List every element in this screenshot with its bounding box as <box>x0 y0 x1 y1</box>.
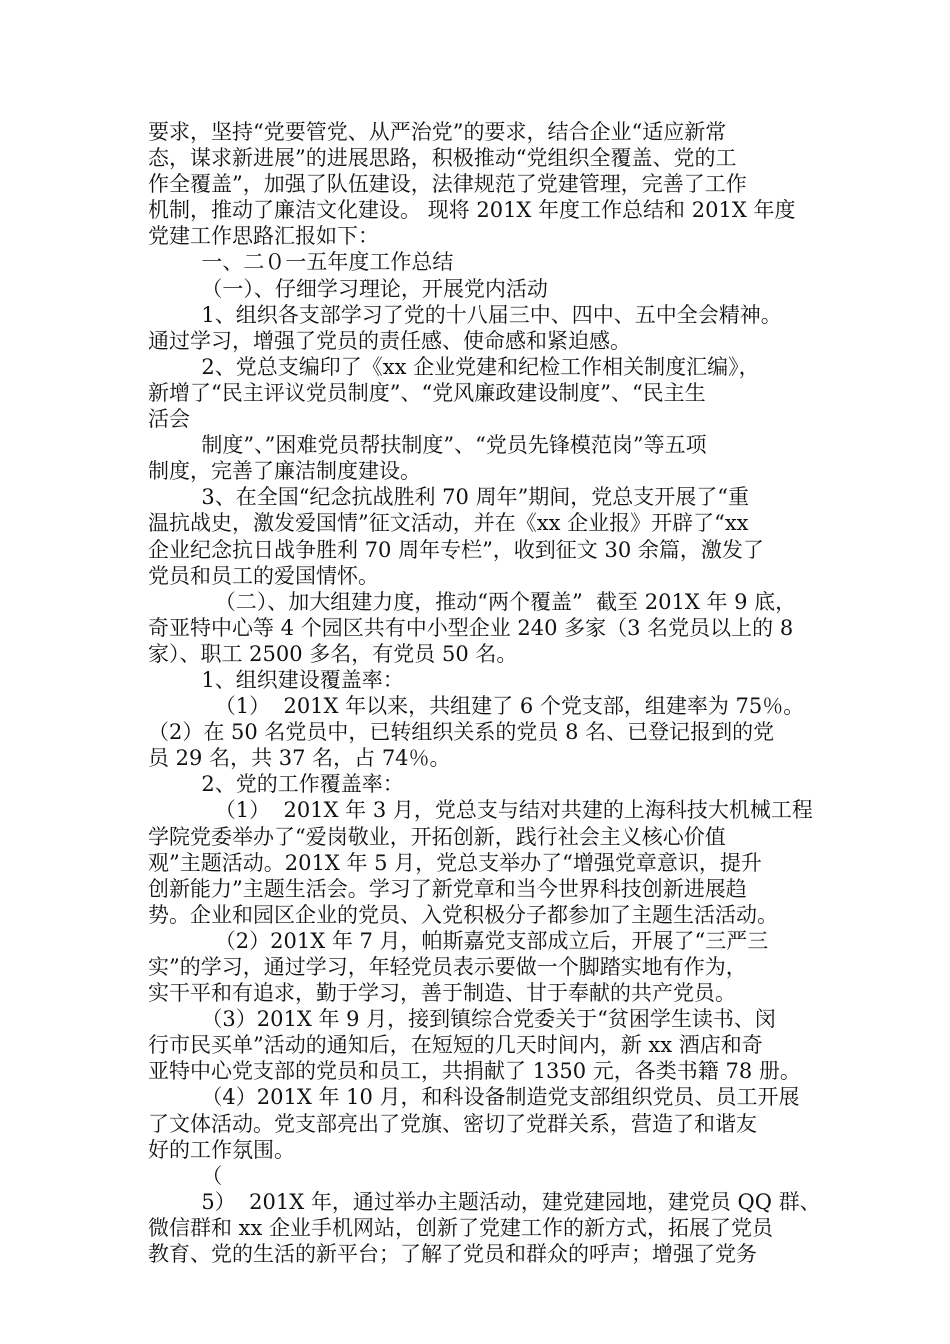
text-line: 员 29 名，共 37 名，占 74％。 <box>148 746 451 771</box>
text-line: 作全覆盖”，加强了队伍建设，法律规范了党建管理，完善了工作 <box>148 172 747 197</box>
text-line: 5） 201X 年，通过举办主题活动，建党建园地，建党员 QQ 群、 <box>148 1189 821 1214</box>
text-line: 好的工作氛围。 <box>148 1137 295 1162</box>
text-line: 党建工作思路汇报如下： <box>148 224 379 249</box>
text-line: 1、组织各支部学习了党的十八届三中、四中、五中全会精神。 <box>148 302 782 327</box>
text-line: （2）201X 年 7 月，帕斯嘉党支部成立后，开展了“三严三 <box>148 928 769 953</box>
text-line: 微信群和 xx 企业手机网站，创新了党建工作的新方式，拓展了党员 <box>148 1215 774 1240</box>
text-line: 行市民买单”活动的通知后，在短短的几天时间内，新 xx 酒店和奇 <box>148 1033 763 1058</box>
text-line: （1） 201X 年以来，共组建了 6 个党支部，组建率为 75％。 <box>148 694 805 719</box>
text-line: 奇亚特中心等 4 个园区共有中小型企业 240 多家（3 名党员以上的 8 <box>148 615 794 640</box>
text-line: 实干平和有追求，勤于学习，善于制造、甘于奉献的共产党员。 <box>148 981 736 1006</box>
text-line: 制度”、”困难党员帮扶制度”、“党员先锋模范岗”等五项 <box>148 433 707 458</box>
text-line: 学院党委举办了“爱岗敬业，开拓创新，践行社会主义核心价值 <box>148 824 726 849</box>
text-line: 态，谋求新进展”的进展思路，积极推动“党组织全覆盖、党的工 <box>148 146 737 171</box>
text-line: 新增了“民主评议党员制度”、“党风廉政建设制度”、“民主生 <box>148 380 706 405</box>
text-line: 了文体活动。党支部亮出了党旗、密切了党群关系，营造了和谐友 <box>148 1111 757 1136</box>
text-line: 势。企业和园区企业的党员、入党积极分子都参加了主题生活活动。 <box>148 902 778 927</box>
text-line: 3、在全国“纪念抗战胜利 70 周年”期间，党总支开展了“重 <box>148 485 750 510</box>
text-line: 通过学习，增强了党员的责任感、使命感和紧迫感。 <box>148 328 631 353</box>
text-line: 2、党总支编印了《xx 企业党建和纪检工作相关制度汇编》， <box>148 354 760 379</box>
text-line: 1、组织建设覆盖率： <box>148 667 404 692</box>
text-line: （3）201X 年 9 月，接到镇综合党委关于“贫困学生读书、闵 <box>148 1007 776 1032</box>
text-line: （4）201X 年 10 月，和科设备制造党支部组织党员、员工开展 <box>148 1085 800 1110</box>
subsection-heading: （二）、加大组建力度，推动“两个覆盖” 截至 201X 年 9 底， <box>148 589 797 614</box>
text-line: 实”的学习，通过学习，年轻党员表示要做一个脚踏实地有作为， <box>148 955 747 979</box>
text-line: 党员和员工的爱国情怀。 <box>148 563 379 588</box>
text-line: （ <box>148 1163 223 1188</box>
text-line: 家）、职工 2500 多名，有党员 50 名。 <box>148 641 518 666</box>
text-line: 亚特中心党支部的党员和员工，共捐献了 1350 元，各类书籍 78 册。 <box>148 1059 801 1084</box>
text-line: 2、党的工作覆盖率： <box>148 772 404 797</box>
text-line: 活会 <box>148 407 190 432</box>
text-line: 制度，完善了廉洁制度建设。 <box>148 459 421 484</box>
text-line: 机制，推动了廉洁文化建设。 现将 201X 年度工作总结和 201X 年度 <box>148 198 796 223</box>
text-line: （2）在 50 名党员中，已转组织关系的党员 8 名、已登记报到的党 <box>148 720 775 745</box>
document-body <box>148 119 828 1267</box>
text-line: 创新能力”主题生活会。学习了新党章和当今世界科技创新进展趋 <box>148 876 747 901</box>
text-line: 企业纪念抗日战争胜利 70 周年专栏”，收到征文 30 余篇，激发了 <box>148 537 764 562</box>
text-line: 要求，坚持“党要管党、从严治党”的要求，结合企业“适应新常 <box>148 120 727 144</box>
text-line: 观”主题活动。201X 年 5 月，党总支举办了“增强党章意识，提升 <box>148 850 762 875</box>
text-line: 温抗战史，激发爱国情”征文活动，并在《xx 企业报》开辟了“xx <box>148 511 749 536</box>
text-line: 教育、党的生活的新平台；了解了党员和群众的呼声；增强了党务 <box>148 1242 757 1267</box>
subsection-heading: （一）、仔细学习理论，开展党内活动 <box>148 276 548 301</box>
text-line: （1） 201X 年 3 月，党总支与结对共建的上海科技大机械工程 <box>148 798 813 823</box>
section-heading: 一、二０一五年度工作总结 <box>148 250 454 275</box>
